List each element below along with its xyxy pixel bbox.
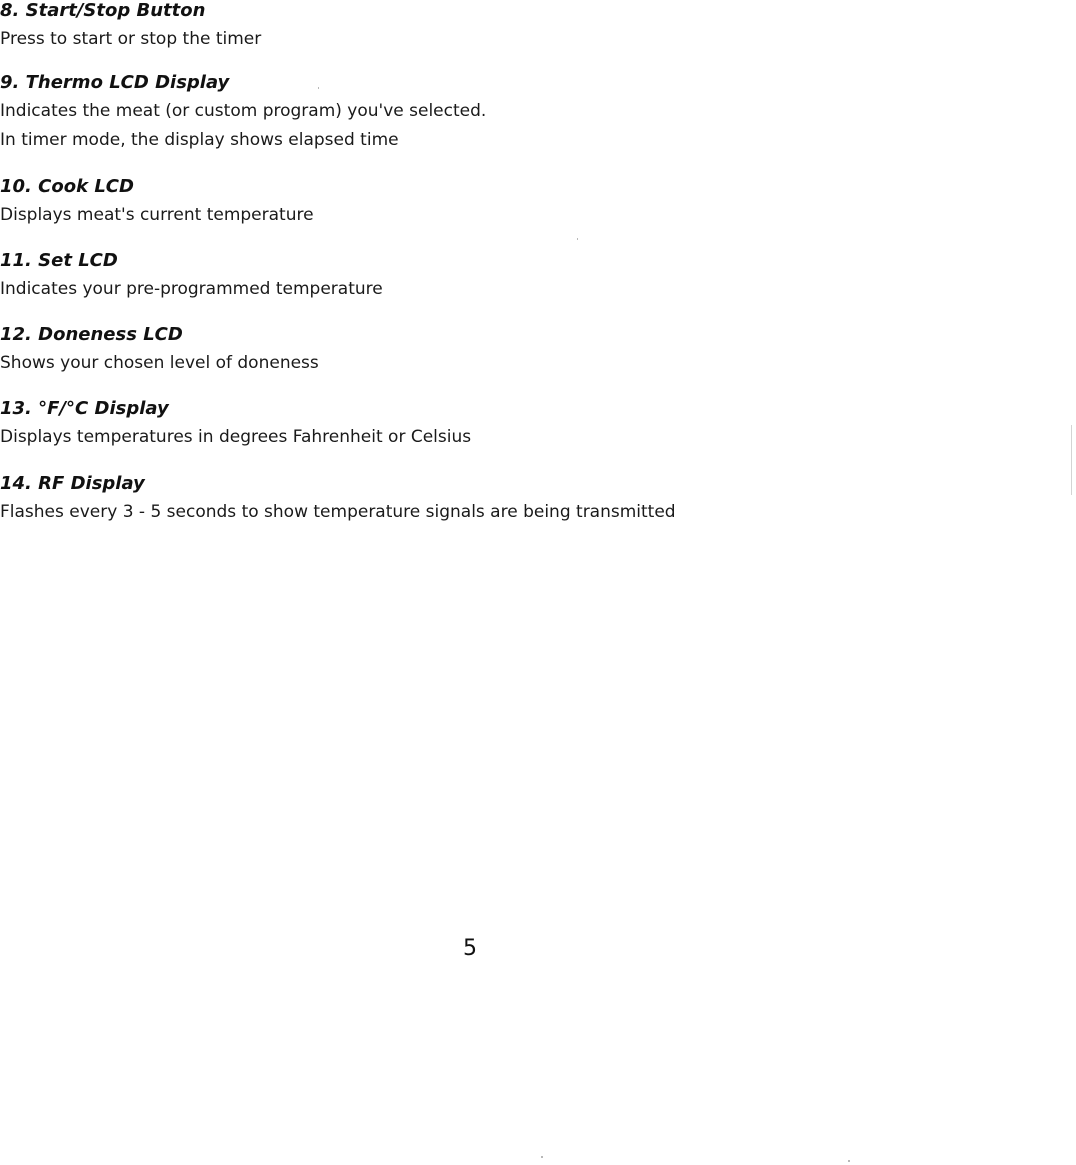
item-description [0,349,1000,378]
item-description [0,275,1000,304]
item-set-lcd [0,250,1000,304]
item-start-stop-button [0,0,1000,54]
scan-speck [318,87,319,89]
item-description [0,25,1000,54]
item-description [0,97,1000,155]
item-heading: 14. RF Display [0,473,145,494]
item-heading: 13. °F/°C Display [0,398,169,419]
scan-speck [541,1156,543,1158]
item-cook-lcd [0,176,1000,230]
scan-artifact-line [1071,425,1072,495]
description-line: Shows your chosen level of doneness [0,353,319,373]
item-rf-display [0,473,1000,527]
item-unit-display [0,398,1000,452]
description-line: Flashes every 3 - 5 seconds to show temperature signals are being transmitted [0,502,676,522]
item-heading: 12. Doneness LCD [0,324,183,345]
item-description [0,498,1000,527]
item-heading: 9. Thermo LCD Display [0,72,230,93]
description-line: Displays meat's current temperature [0,205,314,225]
description-line: Displays temperatures in degrees Fahrenheit or Celsius [0,427,472,447]
item-description [0,423,1000,452]
item-description [0,201,1000,230]
description-line: Press to start or stop the timer [0,29,262,49]
item-heading: 10. Cook LCD [0,176,134,197]
item-doneness-lcd [0,324,1000,378]
item-heading: 11. Set LCD [0,250,118,271]
description-line: Indicates the meat (or custom program) you've selected. [0,101,487,121]
item-thermo-lcd-display [0,72,1000,155]
scan-speck [848,1160,850,1162]
scan-speck [577,238,578,240]
description-line: In timer mode, the display shows elapsed time [0,130,399,150]
description-line: Indicates your pre-programmed temperature [0,279,383,299]
page-number: 5 [463,936,477,961]
item-heading: 8. Start/Stop Button [0,0,206,21]
